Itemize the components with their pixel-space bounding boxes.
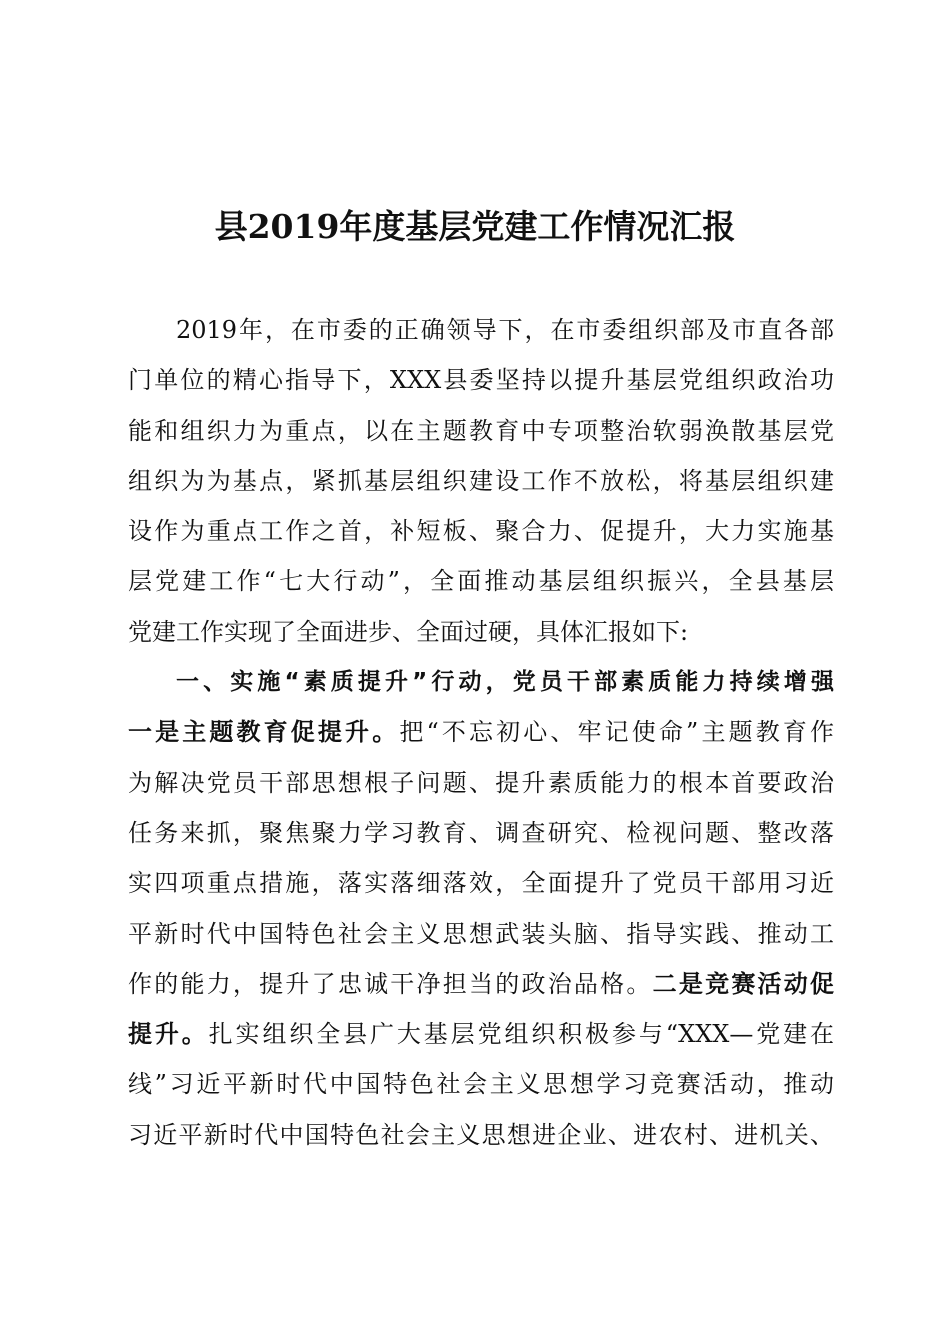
paragraph-line: 2019年，在市委的正确领导下，在市委组织部及市直各部 [176,316,834,344]
paragraph-line [128,959,834,1009]
paragraph-line: 习近平新时代中国特色社会主义思想进企业、进农村、进机关、 [128,1120,834,1149]
paragraph-line: 线”习近平新时代中国特色社会主义思想学习竞赛活动，推动 [128,1070,834,1099]
section-heading: 一、实施“素质提升”行动，党员干部素质能力持续增强 [176,669,834,696]
bold-lead-text: 二是竞赛活动促 [652,968,835,998]
paragraph-line: 能和组织力为重点，以在主题教育中专项整治软弱涣散基层党 [128,416,834,445]
paragraph-line: 设作为重点工作之首，补短板、聚合力、促提升，大力实施基 [128,517,834,546]
paragraph-text: 扎实组织全县广大基层党组织积极参与“XXX—党建在 [208,1020,834,1049]
paragraph-text: 作的能力，提升了忠诚干净担当的政治品格。 [128,969,653,998]
paragraph-line: 党建工作实现了全面进步、全面过硬，具体汇报如下: [128,617,689,646]
paragraph-line: 任务来抓，聚焦聚力学习教育、调查研究、检视问题、整改落 [128,818,834,847]
bold-lead-text: 提升。 [128,1019,209,1049]
paragraph-line [128,707,834,757]
paragraph-line: 组织为为基点，紧抓基层组织建设工作不放松，将基层组织建 [128,466,834,495]
bold-lead-text: 一是主题教育促提升。 [128,717,400,747]
paragraph-line: 层党建工作“七大行动”，全面推动基层组织振兴，全县基层 [128,567,834,596]
paragraph-line: 门单位的精心指导下，XXX县委坚持以提升基层党组织政治功 [128,366,834,395]
paragraph-line: 为解决党员干部思想根子问题、提升素质能力的根本首要政治 [128,768,834,797]
paragraph-line: 平新时代中国特色社会主义思想武装头脑、指导实践、推动工 [128,919,834,948]
document-body [128,305,834,1160]
document-title: 县2019年度基层党建工作情况汇报 [214,207,736,246]
paragraph-line: 实四项重点措施，落实落细落效，全面提升了党员干部用习近 [128,869,834,898]
paragraph-line [128,1009,834,1059]
paragraph-text: 把“不忘初心、牢记使命”主题教育作 [399,718,834,747]
